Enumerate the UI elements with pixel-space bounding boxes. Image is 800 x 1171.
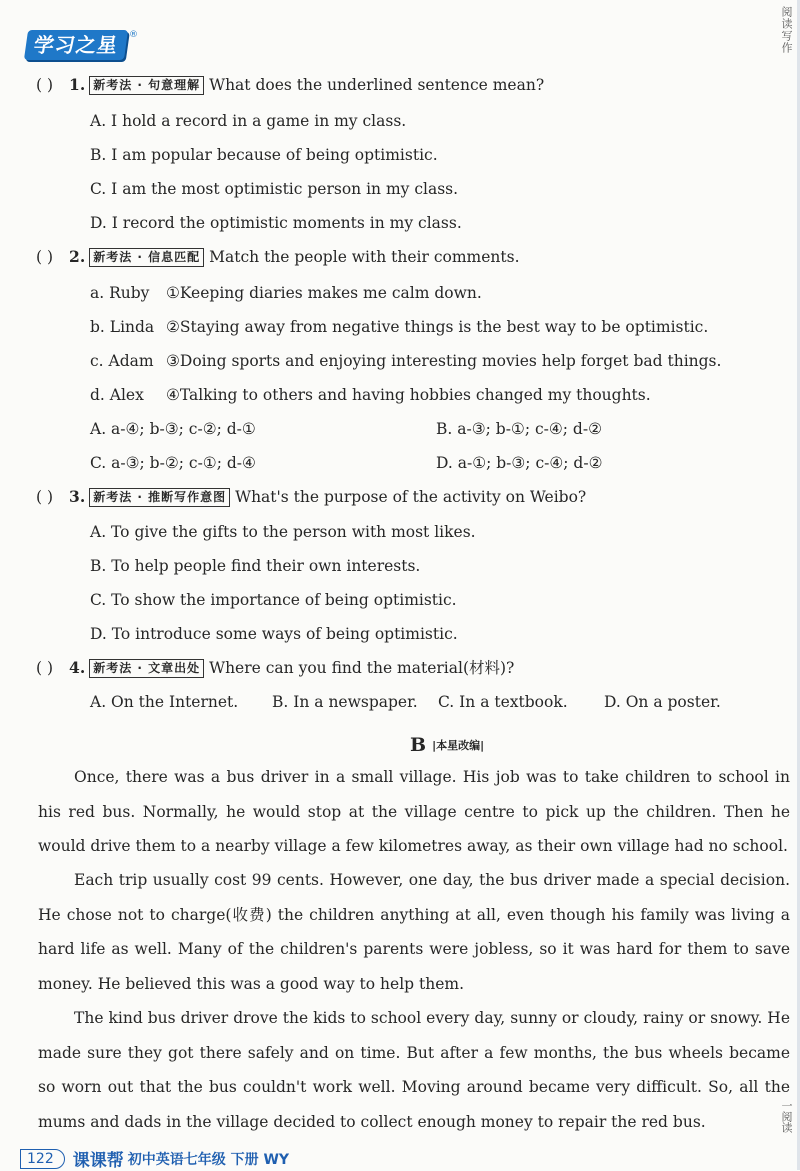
question-1 [36,75,544,95]
answer-bracket: ( ) [36,248,54,266]
registered-mark: ® [129,30,138,40]
page-footer [20,1146,289,1171]
question-prompt: Match the people with their comments. [209,248,520,266]
question-number: 3. [69,487,86,506]
logo-text: 学习之星 [24,30,128,60]
corner-section-label-bottom: 一阅读 [780,1100,793,1133]
q4-option-b: B. In a newspaper. [272,693,418,711]
q4-option-d: D. On a poster. [604,693,721,711]
q1-option-c: C. I am the most optimistic person in my class. [90,180,459,198]
q3-option-a: A. To give the gifts to the person with most likes. [90,523,476,541]
passage-paragraph-2: Each trip usually cost 99 cents. However, one day, the bus driver made a special decision. He chose not to charge(收费) the children anything at all, even though his family was living a hard life as well. Many of the children's parents were jobless, so it was hard for them to save money. He believed this was a good way to help them. [38,871,790,993]
q2-option-d: D. a-①; b-③; c-④; d-② [436,454,603,472]
question-type-tag: 新考法 · 句意理解 [89,76,204,95]
q2-option-a: A. a-④; b-③; c-②; d-① [90,420,256,438]
q2-option-c: C. a-③; b-②; c-①; d-④ [90,454,256,472]
q4-option-c: C. In a textbook. [438,693,568,711]
question-number: 4. [69,658,86,677]
passage-paragraph-3: The kind bus driver drove the kids to school every day, sunny or cloudy, rainy or snowy. He made sure they got there safely and on time. But after a few months, the bus wheels became so worn out that the bus couldn't work well. Moving around became very difficult. So, all the mums and dads in the village decided to collect enough money to repair the red bus. [38,1009,790,1131]
person-comment: ③Doing sports and enjoying interesting movies help forget bad things. [166,352,722,370]
book-info: 初中英语七年级 下册 WY [127,1151,290,1168]
person-comment: ②Staying away from negative things is the best way to be optimistic. [166,318,709,336]
series-brand: 课课帮 [72,1151,124,1171]
q1-option-a: A. I hold a record in a game in my class. [90,112,407,130]
question-2 [36,247,520,267]
person-comment: ④Talking to others and having hobbies changed my thoughts. [166,386,651,404]
question-4 [36,658,514,678]
section-source-note: |本星改编| [432,739,485,752]
person-name: b. Linda [90,318,155,336]
question-prompt: What does the underlined sentence mean? [209,76,545,94]
question-type-tag: 新考法 · 推断写作意图 [89,488,230,507]
passage-paragraph-1: Once, there was a bus driver in a small village. His job was to take children to school in his red bus. Normally, he would stop at the village centre to pick up the children. Then he would drive them to a nearby village a few kilometres away, as their own village had no school. [38,768,790,855]
q1-option-b: B. I am popular because of being optimistic. [90,146,438,164]
person-comment: ①Keeping diaries makes me calm down. [166,284,482,302]
q3-option-d: D. To introduce some ways of being optimistic. [90,625,458,643]
answer-bracket: ( ) [36,76,54,94]
q2-option-b: B. a-③; b-①; c-④; d-② [436,420,602,438]
question-number: 2. [69,247,86,266]
q3-option-c: C. To show the importance of being optimistic. [90,591,457,609]
question-prompt: What's the purpose of the activity on Weibo? [235,488,587,506]
corner-section-label: 阅读写作 [780,6,793,54]
q3-option-b: B. To help people find their own interests. [90,557,421,575]
question-number: 1. [69,75,86,94]
person-name: c. Adam [90,352,154,370]
question-type-tag: 新考法 · 文章出处 [89,659,204,678]
page-number: 122 [20,1149,65,1169]
q1-option-d: D. I record the optimistic moments in my class. [90,214,462,232]
person-name: a. Ruby [90,284,150,302]
question-type-tag: 新考法 · 信息匹配 [89,248,204,267]
q4-option-a: A. On the Internet. [90,693,239,711]
publisher-logo [26,30,138,60]
person-name: d. Alex [90,386,144,404]
question-prompt: Where can you find the material(材料)? [209,659,515,677]
answer-bracket: ( ) [36,659,54,677]
section-letter: B [410,734,427,756]
section-b-heading [410,734,484,756]
question-3 [36,487,586,507]
answer-bracket: ( ) [36,488,54,506]
